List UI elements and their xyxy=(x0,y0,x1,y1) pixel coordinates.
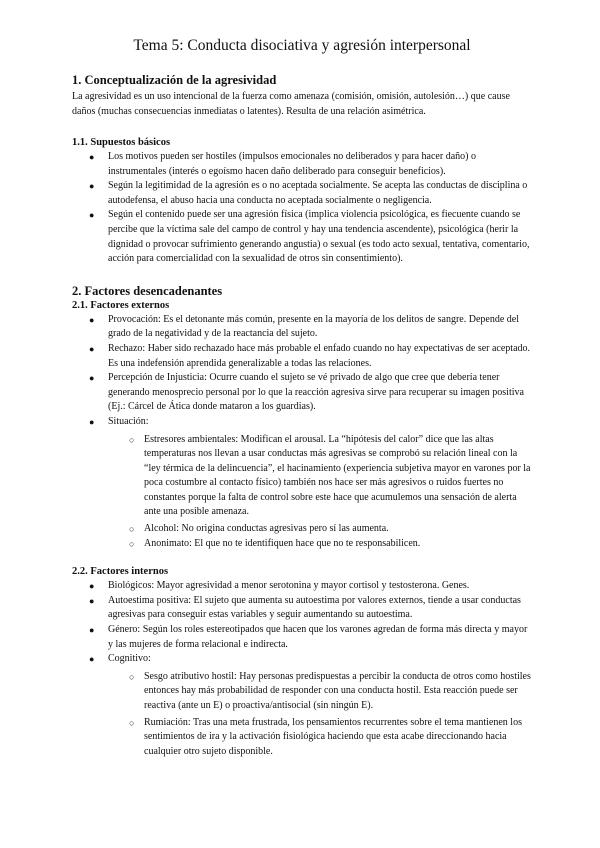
page-title: Tema 5: Conducta disociativa y agresión interpersonal xyxy=(133,37,471,54)
bullet-icon: ● xyxy=(89,181,95,192)
list-item-text: Según la legitimidad de la agresión es o no aceptada socialmente. Se acepta las conductas de disciplina o autodefensa, el abuso hacia una conducta no aceptada socialmente o negligencia. xyxy=(108,180,528,206)
list-item xyxy=(72,150,532,179)
list-item-text: Anonimato: El que no te identifiquen hace que no te responsabilicen. xyxy=(144,537,421,549)
list-item xyxy=(72,579,532,594)
list-item xyxy=(72,652,532,759)
list-item-text: Situación: xyxy=(108,415,149,427)
sublist-item xyxy=(108,522,532,537)
list-item-text: Sesgo atributivo hostil: Hay personas predispuestas a percibir la conducta de otros como hostiles entonces hay más probabilidad de responder con una conducta hostil. Esta reacción puede ser reactiva (ante un E) o proactiva/antisocial (sin ningún E). xyxy=(144,670,531,711)
circle-bullet-icon: ○ xyxy=(129,434,135,445)
list-item xyxy=(72,623,532,652)
cognitivo-sublist xyxy=(72,670,532,760)
circle-bullet-icon: ○ xyxy=(129,717,135,728)
list-item-text: Biológicos: Mayor agresividad a menor serotonina y mayor cortisol y testosterona. Genes. xyxy=(108,580,470,592)
bullet-icon: ● xyxy=(89,654,95,665)
list-item-text: Provocación: Es el detonante más común, presente en la mayoría de los delitos de sangre. Depende del grado de la negatividad y de la reactancia del sujeto. xyxy=(108,313,519,340)
section-heading-2: 2. Factores desencadenantes xyxy=(72,283,223,298)
list-item xyxy=(72,313,532,342)
list-item-text: Según el contenido puede ser una agresión física (implica violencia psicológica, es fiecuente cuando se percibe que la víctima sale del campo de control y hay una tendencia ascendente), psicológica (herir la dignidad o provocar sufrimiento generando angustia) o sexual (es todo acto sexual, tentativa, comentario, acción para comercialidad con la sexualidad de otros sin consentimiento). xyxy=(108,209,530,265)
list-item-text: Rechazo: Haber sido rechazado hace más probable el enfado cuando no hay expectativas de ser aceptado. Es una indefensión aprendida generalizable a todas las relaciones. xyxy=(108,342,531,369)
list-item-text: Rumiación: Tras una meta frustrada, los pensamientos recurrentes sobre el tema mantienen los sentimientos de ira y la activación fisiológica haciendo que esta acabe direccionando hacia cualquier otro sujeto disponible. xyxy=(144,716,522,757)
list-item-text: Autoestima positiva: El sujeto que aumenta su autoestima por valores externos, tiende a usar conductas agresivas para conseguir estas variables y seguir aumentando su autoestima. xyxy=(108,594,521,621)
subsection-heading-1-1: 1.1. Supuestos básicos xyxy=(72,137,171,148)
bullet-icon: ● xyxy=(89,343,95,354)
list-item-text: Cognitivo: xyxy=(108,653,151,665)
section-1-intro: La agresividad es un uso intencional de la fuerza como amenaza (comisión, omisión, autolesión…) que cause daños (muchas consecuencias inmediatas o latentes). Resulta de una relación asimétrica. xyxy=(72,91,510,117)
sublist-item xyxy=(108,433,532,521)
bullet-icon: ● xyxy=(89,373,95,384)
bullet-icon: ● xyxy=(89,210,95,221)
circle-bullet-icon: ○ xyxy=(129,538,135,549)
list-item xyxy=(72,342,532,371)
circle-bullet-icon: ○ xyxy=(129,671,135,682)
circle-bullet-icon: ○ xyxy=(129,524,135,535)
list-item-text: Percepción de Injusticia: Ocurre cuando el sujeto se vé privado de algo que cree que debería tener generando menosprecio personal por lo que la reacción agresiva sirve para recuperar su imagen positiva (Ej.: Cárcel de Ática donde mataron a los guardias). xyxy=(108,372,524,413)
supuestos-list xyxy=(72,150,532,267)
list-item xyxy=(72,371,532,415)
factores-internos-list xyxy=(72,579,532,759)
sublist-item xyxy=(108,716,532,760)
subsection-heading-2-1: 2.1. Factores externos xyxy=(72,299,170,311)
sublist-item xyxy=(108,670,532,714)
situacion-sublist xyxy=(72,433,532,552)
subsection-heading-2-2: 2.2. Factores internos xyxy=(72,566,169,578)
list-item-text: Alcohol: No origina conductas agresivas pero sí las aumenta. xyxy=(144,523,389,535)
bullet-icon: ● xyxy=(89,152,95,162)
bullet-icon: ● xyxy=(89,314,95,325)
bullet-icon: ● xyxy=(89,581,95,592)
list-item xyxy=(72,179,532,208)
bullet-icon: ● xyxy=(89,595,95,606)
list-item xyxy=(72,594,532,623)
sublist-item xyxy=(108,537,532,552)
list-item-text: Estresores ambientales: Modifican el arousal. La “hipótesis del calor” dice que las altas temperaturas nos llevan a usar conductas más agresivas se comprobó su relación lineal con la “ley térmica de la delincuencia”, el hacinamiento (experiencia subjetiva mayor en varones por la poca costumbre al contacto físico) también nos hace ser más agresivos o ruidos fuertes no constantes porque la falta de control sobre este hace que acumulemos una sensación de alerta ante una posible amenaza. xyxy=(144,433,531,518)
document-page xyxy=(72,36,532,759)
section-heading-1: 1. Conceptualización de la agresividad xyxy=(72,73,277,87)
list-item xyxy=(72,415,532,551)
bullet-icon: ● xyxy=(89,625,95,636)
factores-externos-list xyxy=(72,313,532,552)
list-item-text: Los motivos pueden ser hostiles (impulsos emocionales no deliberados y para hacer daño) o instrumentales (interés o egoísmo hacen daño deliberado para conseguir beneficios). xyxy=(108,151,476,177)
bullet-icon: ● xyxy=(89,416,95,427)
list-item-text: Género: Según los roles estereotipados que hacen que los varones agredan de forma más directa y mayor y las mujeres de forma relacional e indirecta. xyxy=(108,624,528,650)
list-item xyxy=(72,208,532,266)
